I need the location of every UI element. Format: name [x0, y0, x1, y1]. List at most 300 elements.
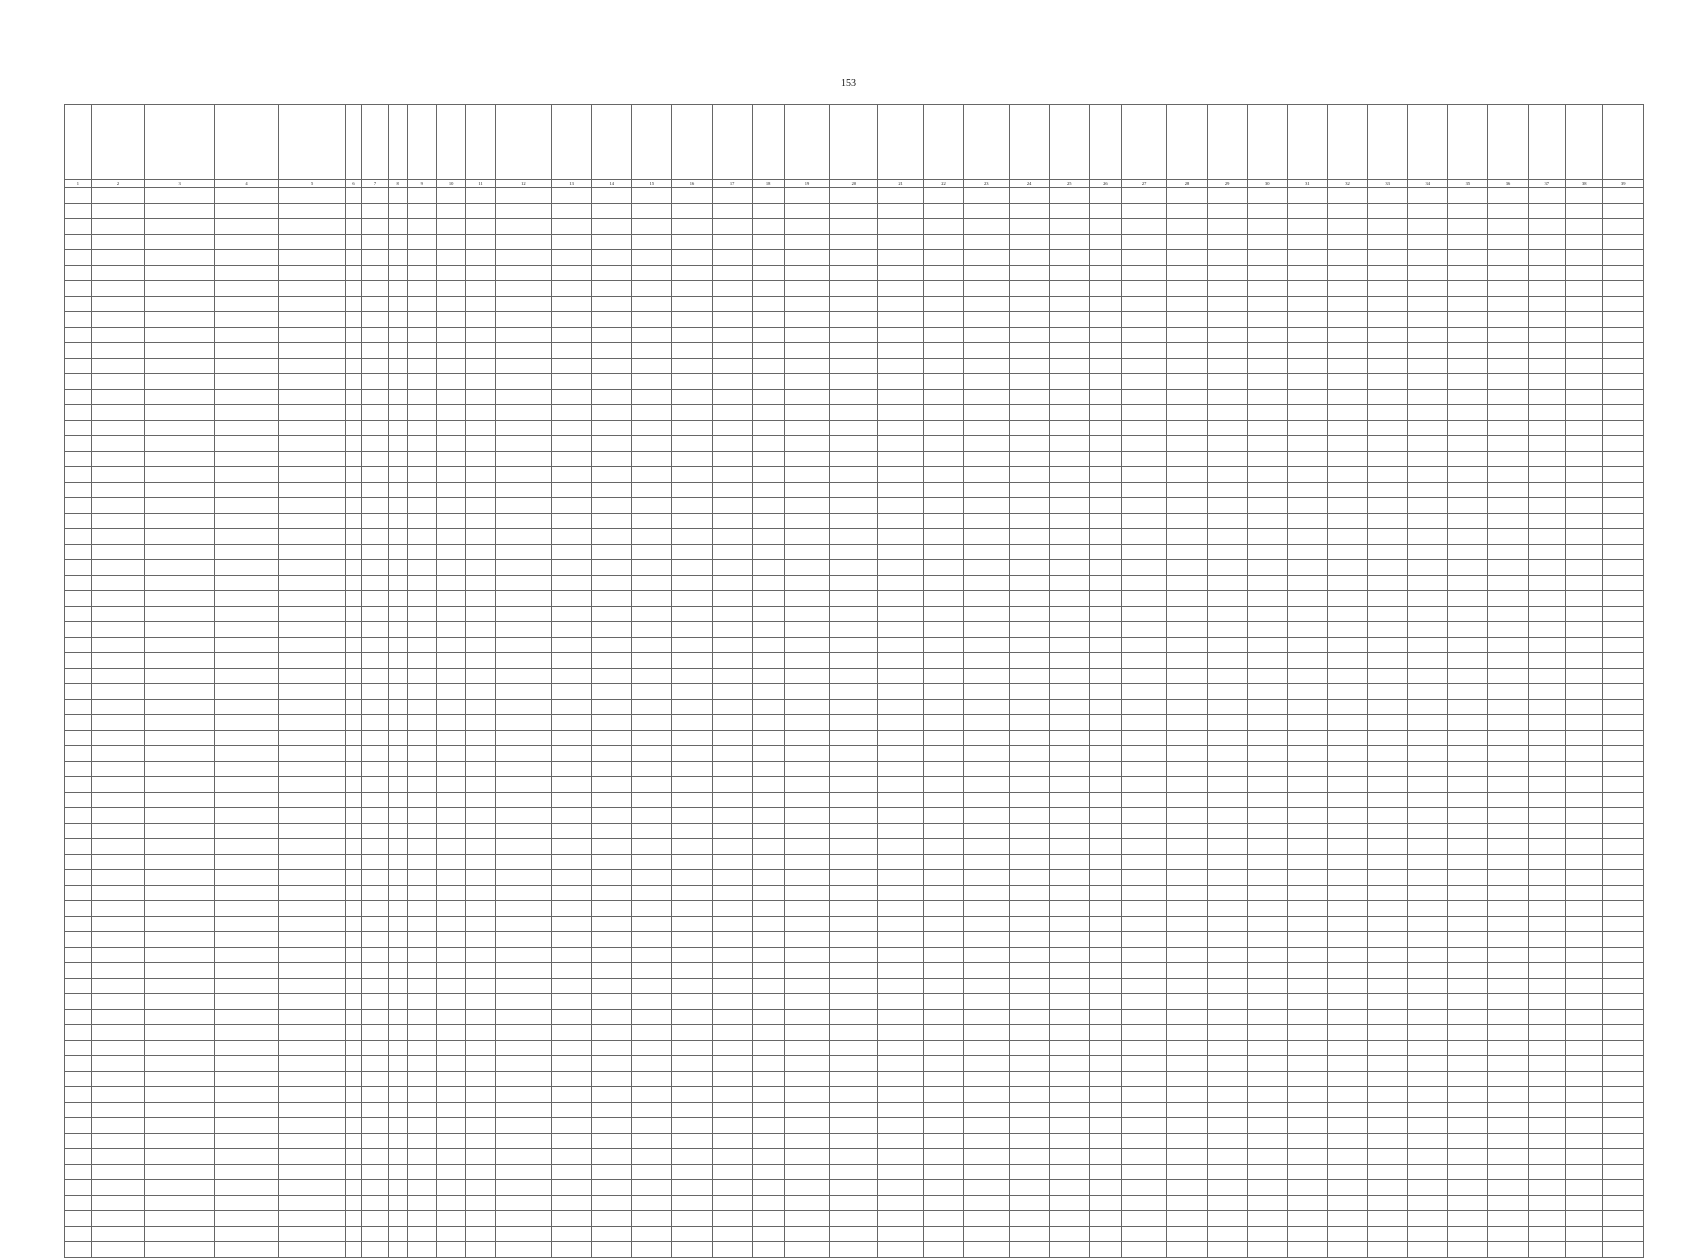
table-cell [279, 684, 346, 700]
table-cell [1566, 203, 1603, 219]
table-header [65, 105, 1644, 180]
table-cell [964, 653, 1010, 669]
table-cell [91, 405, 145, 421]
table-cell [752, 715, 784, 731]
table-cell [1603, 622, 1644, 638]
table-cell [878, 916, 924, 932]
table-row [65, 1056, 1644, 1072]
table-cell [1603, 1164, 1644, 1180]
table-cell [436, 653, 465, 669]
table-cell [1408, 792, 1448, 808]
header-cell [878, 105, 924, 180]
table-cell [552, 529, 592, 545]
table-cell [878, 653, 924, 669]
table-cell [632, 932, 672, 948]
table-cell [1089, 777, 1121, 793]
table-cell [1408, 1180, 1448, 1196]
table-cell [214, 1040, 278, 1056]
table-cell [964, 436, 1010, 452]
table-cell [1528, 1226, 1565, 1242]
table-cell [752, 916, 784, 932]
table-cell [362, 529, 389, 545]
table-cell [1089, 513, 1121, 529]
table-cell [1207, 529, 1247, 545]
table-cell [388, 467, 407, 483]
table-cell [1167, 1180, 1207, 1196]
table-cell [830, 854, 878, 870]
table-cell [1287, 777, 1327, 793]
table-cell [552, 1133, 592, 1149]
table-cell [1121, 1180, 1167, 1196]
table-cell [964, 1025, 1010, 1041]
table-cell [65, 823, 92, 839]
table-cell [1207, 358, 1247, 374]
table-cell [1488, 978, 1528, 994]
table-cell [1488, 436, 1528, 452]
table-cell [1287, 1211, 1327, 1227]
table-cell [1488, 808, 1528, 824]
table-cell [1603, 312, 1644, 328]
table-cell [407, 250, 436, 266]
table-cell [362, 746, 389, 762]
table-cell [752, 591, 784, 607]
table-cell [712, 544, 752, 560]
table-cell [388, 901, 407, 917]
table-cell [632, 1071, 672, 1087]
table-cell [91, 808, 145, 824]
table-cell [65, 963, 92, 979]
table-cell [1528, 1211, 1565, 1227]
table-cell [1009, 1040, 1049, 1056]
table-cell [552, 188, 592, 204]
table-cell [436, 1242, 465, 1258]
table-cell [1089, 978, 1121, 994]
table-cell [214, 498, 278, 514]
table-cell [91, 1226, 145, 1242]
table-cell [1408, 389, 1448, 405]
header-cell [1603, 105, 1644, 180]
table-cell [1528, 715, 1565, 731]
table-cell [1287, 389, 1327, 405]
table-cell [1566, 839, 1603, 855]
table-cell [362, 653, 389, 669]
table-cell [279, 234, 346, 250]
table-cell [632, 544, 672, 560]
table-cell [362, 250, 389, 266]
table-cell [1247, 1242, 1287, 1258]
table-cell [1287, 1056, 1327, 1072]
table-cell [1287, 513, 1327, 529]
header-cell [1009, 105, 1049, 180]
table-cell [592, 746, 632, 762]
table-cell [632, 668, 672, 684]
table-cell [407, 281, 436, 297]
table-cell [1408, 482, 1448, 498]
table-cell [279, 1087, 346, 1103]
table-cell [752, 699, 784, 715]
table-row [65, 1025, 1644, 1041]
table-cell [1566, 358, 1603, 374]
table-cell [91, 544, 145, 560]
table-cell [214, 947, 278, 963]
table-cell [1049, 358, 1089, 374]
table-cell [65, 761, 92, 777]
table-cell [1448, 699, 1488, 715]
table-cell [878, 467, 924, 483]
table-cell [964, 498, 1010, 514]
table-cell [1408, 234, 1448, 250]
table-cell [592, 1242, 632, 1258]
table-cell [1408, 1226, 1448, 1242]
table-cell [1408, 777, 1448, 793]
table-cell [65, 265, 92, 281]
table-cell [1049, 188, 1089, 204]
table-cell [362, 916, 389, 932]
table-cell [878, 374, 924, 390]
table-cell [1603, 265, 1644, 281]
table-cell [346, 327, 362, 343]
table-cell [466, 730, 495, 746]
table-cell [1167, 1164, 1207, 1180]
table-cell [1009, 839, 1049, 855]
table-cell [495, 653, 551, 669]
table-cell [923, 901, 963, 917]
table-cell [1368, 1211, 1408, 1227]
table-cell [495, 715, 551, 731]
column-number: 24 [1009, 180, 1049, 188]
table-cell [279, 420, 346, 436]
table-cell [830, 188, 878, 204]
table-cell [1247, 699, 1287, 715]
table-cell [1049, 777, 1089, 793]
table-cell [214, 1087, 278, 1103]
table-cell [145, 792, 215, 808]
table-cell [346, 808, 362, 824]
table-cell [712, 1056, 752, 1072]
column-number: 15 [632, 180, 672, 188]
table-cell [214, 265, 278, 281]
table-cell [436, 1118, 465, 1134]
table-cell [632, 343, 672, 359]
table-cell [878, 343, 924, 359]
table-cell [346, 436, 362, 452]
table-cell [362, 482, 389, 498]
table-cell [1528, 808, 1565, 824]
table-cell [407, 994, 436, 1010]
table-cell [1121, 560, 1167, 576]
table-cell [436, 343, 465, 359]
table-cell [592, 715, 632, 731]
table-cell [388, 389, 407, 405]
table-cell [279, 591, 346, 607]
table-cell [1247, 436, 1287, 452]
table-cell [552, 250, 592, 266]
table-cell [1408, 684, 1448, 700]
table-cell [830, 265, 878, 281]
table-cell [436, 575, 465, 591]
table-cell [830, 203, 878, 219]
table-cell [1368, 699, 1408, 715]
table-cell [632, 870, 672, 886]
table-cell [752, 1242, 784, 1258]
table-cell [752, 544, 784, 560]
table-cell [1566, 498, 1603, 514]
table-cell [964, 637, 1010, 653]
table-cell [65, 947, 92, 963]
table-cell [1247, 420, 1287, 436]
table-cell [964, 932, 1010, 948]
table-cell [1327, 885, 1367, 901]
table-row [65, 901, 1644, 917]
table-cell [436, 420, 465, 436]
table-cell [1448, 746, 1488, 762]
table-cell [1327, 978, 1367, 994]
table-cell [830, 622, 878, 638]
table-cell [1009, 374, 1049, 390]
table-cell [1167, 622, 1207, 638]
table-cell [1009, 637, 1049, 653]
table-cell [1287, 575, 1327, 591]
table-cell [1566, 436, 1603, 452]
table-cell [1121, 219, 1167, 235]
table-cell [65, 1133, 92, 1149]
table-cell [672, 994, 712, 1010]
table-cell [1566, 1102, 1603, 1118]
table-cell [436, 1149, 465, 1165]
table-cell [964, 1180, 1010, 1196]
table-cell [1603, 777, 1644, 793]
table-cell [1408, 1118, 1448, 1134]
table-cell [1287, 668, 1327, 684]
table-cell [1287, 994, 1327, 1010]
table-cell [784, 1009, 830, 1025]
table-cell [407, 405, 436, 421]
table-cell [1408, 575, 1448, 591]
table-cell [830, 1009, 878, 1025]
table-cell [1089, 699, 1121, 715]
table-cell [964, 839, 1010, 855]
table-cell [466, 978, 495, 994]
table-cell [1327, 715, 1367, 731]
table-cell [632, 374, 672, 390]
table-cell [878, 746, 924, 762]
table-cell [592, 823, 632, 839]
table-cell [362, 870, 389, 886]
table-cell [1287, 916, 1327, 932]
table-cell [1247, 250, 1287, 266]
table-cell [362, 699, 389, 715]
table-cell [964, 1102, 1010, 1118]
table-cell [923, 436, 963, 452]
table-cell [91, 1087, 145, 1103]
table-cell [1408, 668, 1448, 684]
table-cell [1327, 1087, 1367, 1103]
table-cell [784, 963, 830, 979]
table-cell [1287, 234, 1327, 250]
table-cell [1408, 1087, 1448, 1103]
table-cell [552, 730, 592, 746]
table-cell [784, 854, 830, 870]
table-cell [1247, 234, 1287, 250]
table-cell [672, 761, 712, 777]
table-cell [388, 1040, 407, 1056]
table-cell [1167, 265, 1207, 281]
table-cell [91, 854, 145, 870]
table-cell [784, 978, 830, 994]
table-cell [1448, 653, 1488, 669]
table-cell [1009, 188, 1049, 204]
table-cell [964, 1164, 1010, 1180]
table-cell [1167, 854, 1207, 870]
header-cell [1566, 105, 1603, 180]
table-cell [1448, 932, 1488, 948]
table-cell [466, 916, 495, 932]
table-cell [1009, 1087, 1049, 1103]
table-cell [552, 1180, 592, 1196]
table-cell [1247, 1040, 1287, 1056]
table-cell [214, 1149, 278, 1165]
table-cell [279, 296, 346, 312]
table-cell [1167, 1226, 1207, 1242]
table-cell [1528, 374, 1565, 390]
table-cell [964, 777, 1010, 793]
table-cell [1247, 761, 1287, 777]
table-cell [1488, 901, 1528, 917]
table-cell [1121, 265, 1167, 281]
table-row [65, 792, 1644, 808]
table-cell [362, 513, 389, 529]
table-cell [495, 405, 551, 421]
table-cell [466, 1102, 495, 1118]
table-cell [632, 436, 672, 452]
table-cell [1528, 312, 1565, 328]
table-cell [1049, 1211, 1089, 1227]
table-cell [495, 265, 551, 281]
table-cell [1247, 374, 1287, 390]
table-cell [1488, 823, 1528, 839]
table-cell [214, 870, 278, 886]
table-cell [878, 1211, 924, 1227]
table-cell [495, 963, 551, 979]
table-row [65, 405, 1644, 421]
table-cell [672, 250, 712, 266]
table-cell [1408, 885, 1448, 901]
table-cell [214, 622, 278, 638]
table-cell [1207, 901, 1247, 917]
table-cell [1049, 1149, 1089, 1165]
table-cell [388, 312, 407, 328]
table-cell [552, 761, 592, 777]
table-cell [632, 1164, 672, 1180]
table-cell [279, 1164, 346, 1180]
table-cell [346, 885, 362, 901]
table-cell [632, 234, 672, 250]
table-cell [1368, 668, 1408, 684]
table-cell [1287, 203, 1327, 219]
table-cell [279, 839, 346, 855]
table-cell [1408, 498, 1448, 514]
table-cell [1528, 281, 1565, 297]
table-cell [1448, 761, 1488, 777]
table-cell [878, 203, 924, 219]
table-cell [830, 746, 878, 762]
table-cell [65, 389, 92, 405]
table-cell [878, 932, 924, 948]
table-cell [712, 684, 752, 700]
table-cell [1408, 1133, 1448, 1149]
table-cell [830, 792, 878, 808]
table-cell [752, 575, 784, 591]
table-cell [1448, 777, 1488, 793]
table-cell [1603, 281, 1644, 297]
table-cell [1566, 916, 1603, 932]
table-cell [1488, 994, 1528, 1010]
table-cell [1089, 637, 1121, 653]
table-cell [964, 1056, 1010, 1072]
table-cell [346, 761, 362, 777]
table-cell [672, 389, 712, 405]
table-cell [388, 1009, 407, 1025]
table-cell [1448, 715, 1488, 731]
table-cell [1089, 684, 1121, 700]
table-cell [923, 1025, 963, 1041]
table-cell [1121, 374, 1167, 390]
column-number: 17 [712, 180, 752, 188]
table-cell [923, 575, 963, 591]
table-cell [1448, 296, 1488, 312]
table-cell [878, 1195, 924, 1211]
table-cell [1207, 1164, 1247, 1180]
table-cell [65, 978, 92, 994]
table-cell [388, 1118, 407, 1134]
header-cell [346, 105, 362, 180]
table-cell [1368, 885, 1408, 901]
table-cell [346, 1102, 362, 1118]
table-row [65, 358, 1644, 374]
header-cell [145, 105, 215, 180]
table-cell [388, 668, 407, 684]
table-cell [436, 1040, 465, 1056]
table-cell [407, 1211, 436, 1227]
table-cell [65, 405, 92, 421]
table-cell [346, 265, 362, 281]
table-cell [362, 947, 389, 963]
table-cell [407, 1118, 436, 1134]
table-cell [145, 575, 215, 591]
table-cell [1089, 1180, 1121, 1196]
table-cell [145, 591, 215, 607]
table-cell [1327, 467, 1367, 483]
table-cell [145, 265, 215, 281]
table-cell [1247, 1009, 1287, 1025]
table-cell [1247, 1149, 1287, 1165]
table-cell [1408, 1071, 1448, 1087]
table-cell [923, 1071, 963, 1087]
table-cell [1089, 1242, 1121, 1258]
table-cell [712, 901, 752, 917]
table-cell [1566, 932, 1603, 948]
table-cell [1327, 436, 1367, 452]
table-cell [784, 358, 830, 374]
table-cell [592, 219, 632, 235]
table-cell [91, 1164, 145, 1180]
table-cell [923, 1180, 963, 1196]
table-cell [1603, 1211, 1644, 1227]
table-cell [592, 513, 632, 529]
table-cell [1089, 467, 1121, 483]
table-cell [466, 1087, 495, 1103]
table-cell [672, 1133, 712, 1149]
